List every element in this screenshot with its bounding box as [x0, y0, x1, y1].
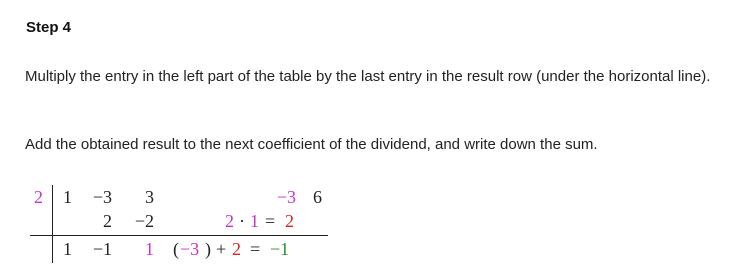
row2-value-1: 2 [103, 211, 112, 231]
instruction-add: Add the obtained result to the next coefficient of the dividend, and write down the sum. [25, 136, 598, 153]
row1-coef-5: 6 [313, 187, 322, 207]
divisor-value: 2 [34, 187, 43, 207]
sum-open-paren: ( [173, 239, 179, 259]
step-title: Step 4 [26, 19, 72, 36]
row1-coef-3: 3 [145, 187, 154, 207]
sum-plus: + [216, 239, 227, 259]
row1-coef-1: 1 [63, 187, 72, 207]
sum-product: 2 [232, 239, 241, 259]
result-2: −1 [92, 239, 112, 259]
row1-coef-4: −3 [276, 187, 296, 207]
sum-close-paren: ) [205, 239, 211, 259]
calc-equals: = [265, 211, 276, 231]
instruction-multiply: Multiply the entry in the left part of the table by the last entry in the result row (under the horizontal line). [25, 68, 711, 85]
calc-product: 2 [285, 211, 294, 231]
calc-dot: · [239, 211, 245, 231]
sum-equals: = [250, 239, 261, 259]
row1-coef-2: −3 [92, 187, 112, 207]
calc-divisor: 2 [225, 211, 234, 231]
table-vertical-line [52, 185, 53, 263]
calc-last-result: 1 [250, 211, 259, 231]
row2-value-2: −2 [134, 211, 154, 231]
result-3: 1 [145, 239, 154, 259]
table-horizontal-line [30, 235, 328, 236]
sum-result: −1 [270, 239, 290, 259]
result-1: 1 [63, 239, 72, 259]
sum-coefficient: −3 [180, 239, 200, 259]
